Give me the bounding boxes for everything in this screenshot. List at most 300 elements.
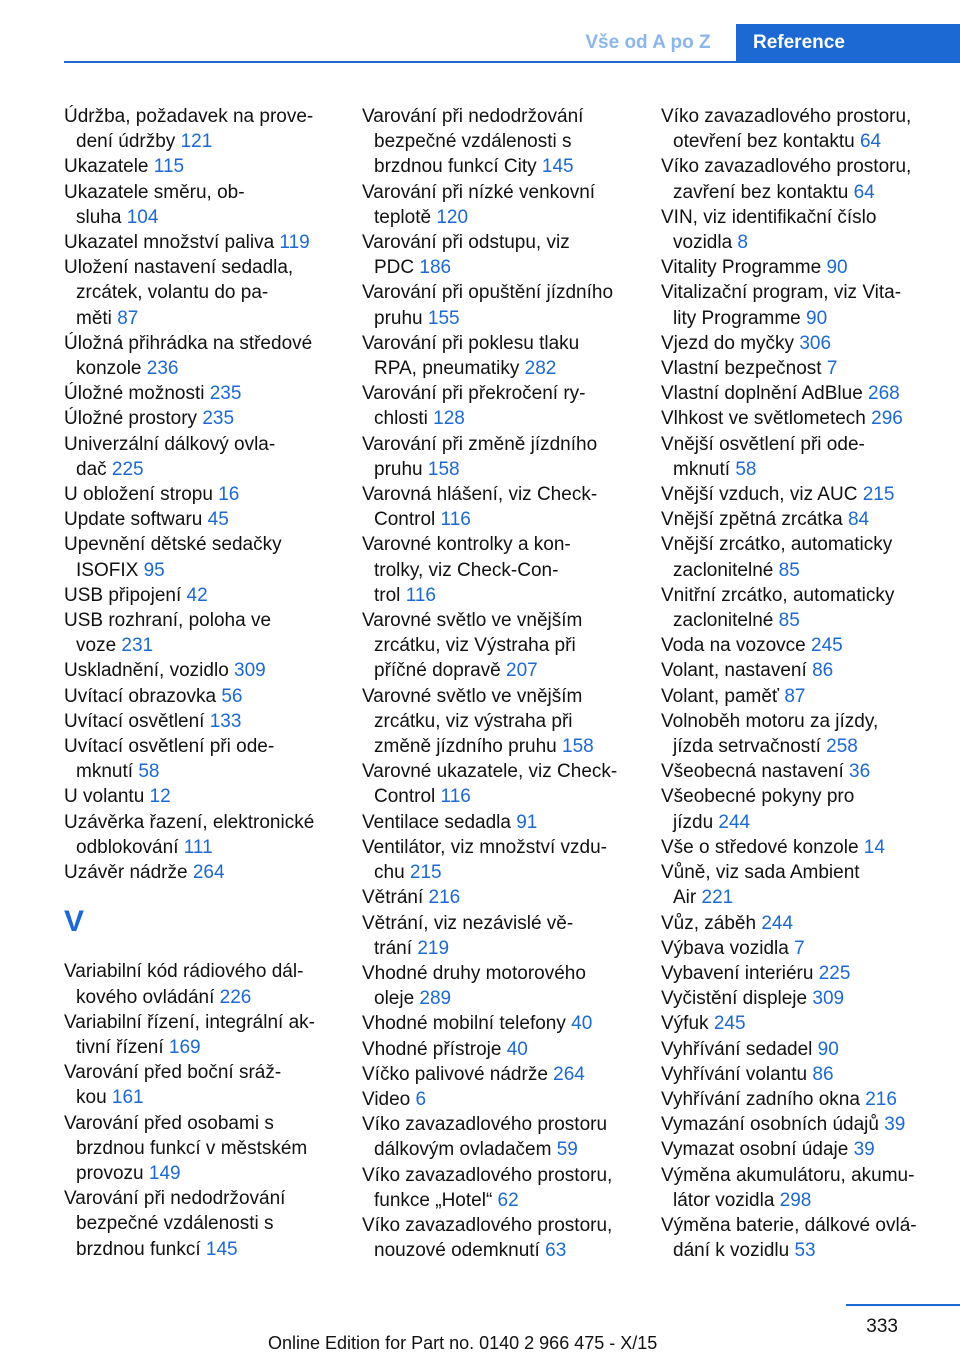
page-header <box>0 24 960 62</box>
index-entry <box>64 482 336 507</box>
page-link[interactable]: 309 <box>812 988 845 1010</box>
index-entry <box>661 154 951 204</box>
page-number: 333 <box>866 1316 898 1337</box>
page-link[interactable]: 120 <box>436 206 469 228</box>
page-link[interactable]: 53 <box>794 1240 816 1262</box>
entry-text: Voda na vozovce <box>661 635 811 657</box>
entry-text: brzdnou funkcí City <box>374 156 542 178</box>
page-link[interactable]: 115 <box>153 156 185 178</box>
entry-text: Uzávěrka řazení, elektronické <box>64 811 315 833</box>
page-link[interactable]: 84 <box>847 509 870 531</box>
entry-text: Univerzální dálkový ovla- <box>64 433 276 455</box>
page-link[interactable]: 225 <box>818 962 851 984</box>
index-entry <box>64 432 336 482</box>
entry-text: látor vozidla <box>673 1189 780 1211</box>
entry-text: chlosti <box>374 408 434 430</box>
index-entry <box>64 180 336 230</box>
entry-text: brzdnou funkcí <box>76 1238 206 1260</box>
entry-text: vozidla <box>673 232 738 254</box>
entry-text: nouzové odemknutí <box>374 1240 546 1262</box>
entry-text: Varování při nízké venkovní <box>362 181 596 203</box>
index-entry <box>661 835 951 860</box>
entry-text: funkce „Hotel“ <box>374 1189 498 1211</box>
entry-text: Ventilátor, viz množství vzdu- <box>362 836 607 858</box>
entry-text: bezpečné vzdálenosti s <box>76 1213 274 1235</box>
index-entry <box>362 1213 642 1263</box>
entry-text: Variabilní kód rádiového dál- <box>64 961 304 983</box>
entry-text: Vymazat osobní údaje <box>661 1139 854 1161</box>
index-entry <box>64 1111 336 1187</box>
entry-text: příčné dopravě <box>374 660 507 682</box>
index-entry <box>362 835 642 885</box>
entry-text: Varování při nedodržování <box>64 1188 286 1210</box>
page-link[interactable]: 40 <box>571 1013 593 1035</box>
page-link[interactable]: 296 <box>871 408 903 430</box>
entry-text: Control <box>374 786 441 808</box>
page-link[interactable]: 219 <box>417 937 450 959</box>
page-link[interactable]: 36 <box>849 761 871 783</box>
entry-text: Varování při změně jízdního <box>362 433 598 455</box>
entry-text: kou <box>76 1087 112 1109</box>
page-link[interactable]: 158 <box>562 736 594 758</box>
entry-text: Volant, nastavení <box>661 660 813 682</box>
entry-text: Vybavení interiéru <box>661 962 819 984</box>
entry-text: Varování při opuštění jízdního <box>362 282 614 304</box>
entry-text: Výměna akumulátoru, akumu- <box>661 1164 915 1186</box>
index-entry <box>661 255 951 280</box>
index-entry <box>661 1112 951 1137</box>
page-link[interactable]: 59 <box>556 1139 578 1161</box>
page-link[interactable]: 111 <box>183 836 213 858</box>
index-entry <box>661 331 951 356</box>
index-entry <box>661 936 951 961</box>
index-entry <box>64 1186 336 1262</box>
entry-text: Vyhřívání sedadel <box>661 1038 818 1060</box>
index-entry <box>661 1213 951 1263</box>
entry-text: Vše o středové konzole <box>661 836 864 858</box>
entry-text: Varovné světlo ve vnějším <box>362 685 583 707</box>
entry-text: teplotě <box>374 206 437 228</box>
page-link[interactable]: 8 <box>737 232 748 254</box>
entry-text: Vitalizační program, viz Vita- <box>661 282 902 304</box>
entry-text: Vhodné přístroje <box>362 1038 507 1060</box>
page-link[interactable]: 14 <box>863 836 885 858</box>
page-link[interactable]: 104 <box>126 206 159 228</box>
entry-text: Vitality Programme <box>661 257 827 279</box>
page-link[interactable]: 145 <box>541 156 574 178</box>
index-entry <box>64 507 336 532</box>
page-link[interactable]: 45 <box>207 509 229 531</box>
index-entry <box>661 532 951 582</box>
page-link[interactable]: 268 <box>868 383 900 405</box>
index-entry <box>64 104 336 154</box>
index-entry <box>661 1062 951 1087</box>
page-link[interactable]: 215 <box>409 862 442 884</box>
index-entry <box>661 1163 951 1213</box>
index-column-2 <box>362 104 642 1263</box>
index-entry <box>362 1037 642 1062</box>
index-entry <box>64 810 336 860</box>
index-entry <box>362 1062 642 1087</box>
page-link[interactable]: 87 <box>784 685 806 707</box>
entry-text: Volnoběh motoru za jízdy, <box>661 710 879 732</box>
index-entry <box>661 381 951 406</box>
entry-text: Vlhkost ve světlometech <box>661 408 872 430</box>
entry-text: Ukazatele směru, ob- <box>64 181 245 203</box>
page-link[interactable]: 121 <box>180 131 213 153</box>
page-link[interactable]: 289 <box>419 988 452 1010</box>
page-link[interactable]: 216 <box>865 1088 897 1110</box>
entry-text: otevření bez kontaktu <box>673 131 860 153</box>
entry-text: Uvítací osvětlení při ode- <box>64 736 275 758</box>
entry-text: Varování při překročení ry- <box>362 383 586 405</box>
page-link[interactable]: 244 <box>718 811 751 833</box>
index-entry <box>362 911 642 961</box>
index-entry <box>661 1137 951 1162</box>
entry-text: Update softwaru <box>64 509 208 531</box>
entry-text: Varování před boční sráž- <box>64 1062 282 1084</box>
entry-text: zrcátku, viz Výstraha při <box>374 635 576 657</box>
index-entry <box>64 331 336 381</box>
entry-text: Údržba, požadavek na prove- <box>64 106 314 127</box>
index-entry <box>661 684 951 709</box>
index-entry <box>362 280 642 330</box>
index-entry <box>64 658 336 683</box>
page-link[interactable]: 226 <box>219 986 252 1008</box>
entry-text: brzdnou funkcí v městském <box>76 1137 308 1159</box>
entry-text: Víko zavazadlového prostoru, <box>362 1214 613 1236</box>
index-entry <box>64 709 336 734</box>
entry-text: Ventilace sedadla <box>362 811 517 833</box>
reference-tab: Reference <box>736 24 960 62</box>
page-link[interactable]: 128 <box>433 408 465 430</box>
index-entry <box>362 482 642 532</box>
index-entry <box>64 608 336 658</box>
entry-text: Úložné prostory <box>64 408 203 430</box>
index-column-3 <box>661 104 951 1263</box>
page-link[interactable]: 91 <box>516 811 538 833</box>
page-link[interactable]: 90 <box>817 1038 839 1060</box>
entry-text: Varování před osobami s <box>64 1112 274 1134</box>
index-entry <box>661 1011 951 1036</box>
entry-text: Varování při nedodržování <box>362 106 584 127</box>
entry-text: Víko zavazadlového prostoru, <box>661 156 912 178</box>
page-link[interactable]: 235 <box>202 408 235 430</box>
index-entry <box>64 230 336 255</box>
page-link[interactable]: 145 <box>205 1238 238 1260</box>
entry-text: Varovná hlášení, viz Check- <box>362 484 598 506</box>
entry-text: Volant, paměť <box>661 685 785 707</box>
page-link[interactable]: 245 <box>811 635 843 657</box>
index-entry <box>661 280 951 330</box>
page-link[interactable]: 298 <box>779 1189 812 1211</box>
entry-text: Vyčistění displeje <box>661 988 813 1010</box>
page-link[interactable]: 244 <box>761 912 794 934</box>
footer-rule <box>846 1304 960 1306</box>
entry-text: měti <box>76 307 118 329</box>
index-entry <box>64 406 336 431</box>
entry-text: ISOFIX <box>76 559 144 581</box>
index-entry <box>661 432 951 482</box>
entry-text: Všeobecné pokyny pro <box>661 786 855 808</box>
page-link[interactable]: 85 <box>778 559 800 581</box>
edition-note: Online Edition for Part no. 0140 2 966 475 - X/15 <box>268 1333 658 1353</box>
entry-text: Vhodné druhy motorového <box>362 962 586 984</box>
page-link[interactable]: 42 <box>186 584 208 606</box>
index-entry <box>661 911 951 936</box>
page-link[interactable]: 258 <box>826 736 858 758</box>
entry-text: Video <box>362 1088 416 1110</box>
entry-text: Varování při odstupu, viz <box>362 232 570 254</box>
entry-text: Výměna baterie, dálkové ovlá- <box>661 1214 917 1236</box>
entry-text: USB připojení <box>64 584 187 606</box>
index-entry <box>661 709 951 759</box>
entry-text: Vnější zpětná zrcátka <box>661 509 848 531</box>
page-link[interactable]: 309 <box>234 660 266 682</box>
page-link[interactable]: 95 <box>143 559 165 581</box>
page-link[interactable]: 225 <box>111 458 144 480</box>
page-link[interactable]: 235 <box>209 383 242 405</box>
entry-text: Uskladnění, vozidlo <box>64 660 235 682</box>
page-link[interactable]: 116 <box>405 584 436 606</box>
page-link[interactable]: 264 <box>553 1063 585 1085</box>
page-link[interactable]: 215 <box>862 484 895 506</box>
index-entry <box>64 784 336 809</box>
page-link[interactable]: 133 <box>209 710 242 732</box>
page-link[interactable]: 64 <box>853 181 875 203</box>
page-link[interactable]: 236 <box>146 358 179 380</box>
entry-text: zaclonitelné <box>673 559 779 581</box>
page-link[interactable]: 116 <box>440 786 471 808</box>
entry-text: lity Programme <box>673 307 807 329</box>
entry-text: Vyhřívání volantu <box>661 1063 813 1085</box>
entry-text: Variabilní řízení, integrální ak- <box>64 1011 315 1033</box>
entry-text: Vlastní doplnění AdBlue <box>661 383 869 405</box>
entry-text: trol <box>374 584 406 606</box>
index-entry <box>362 104 642 180</box>
index-entry <box>661 482 951 507</box>
index-entry <box>661 860 951 910</box>
index-entry <box>661 1087 951 1112</box>
entry-text: Ukazatel množství paliva <box>64 232 280 254</box>
index-entry <box>661 633 951 658</box>
index-entry <box>64 684 336 709</box>
index-entry <box>362 961 642 1011</box>
index-entry <box>362 230 642 280</box>
page-link[interactable]: 64 <box>859 131 882 153</box>
index-entry <box>64 959 336 1009</box>
page-link[interactable]: 40 <box>506 1038 528 1060</box>
entry-text: U obložení stropu <box>64 484 219 506</box>
index-entry <box>64 860 336 885</box>
entry-text: dálkovým ovladačem <box>374 1139 557 1161</box>
entry-text: Ukazatele <box>64 156 154 178</box>
entry-text: Vnější osvětlení při ode- <box>661 433 865 455</box>
entry-text: provozu <box>76 1162 149 1184</box>
page-link[interactable]: 63 <box>545 1240 567 1262</box>
entry-text: dení údržby <box>76 131 181 153</box>
entry-text: Air <box>673 887 702 909</box>
index-entry <box>362 1163 642 1213</box>
entry-text: U volantu <box>64 786 150 808</box>
entry-text: mknutí <box>76 761 139 783</box>
entry-text: Vyhřívání zadního okna <box>661 1088 866 1110</box>
page-link[interactable]: 169 <box>168 1036 201 1058</box>
entry-text: Vymazání osobních údajů <box>661 1114 885 1136</box>
entry-text: Úložná přihrádka na středové <box>64 332 313 354</box>
page-link[interactable]: 39 <box>853 1139 875 1161</box>
index-entry <box>64 532 336 582</box>
entry-text: konzole <box>76 358 147 380</box>
entry-text: Vůz, záběh <box>661 912 762 934</box>
entry-text: Víko zavazadlového prostoru, <box>362 1164 613 1186</box>
page-link[interactable]: 216 <box>428 887 461 909</box>
page-link[interactable]: 58 <box>735 458 757 480</box>
entry-text: Upevnění dětské sedačky <box>64 534 282 556</box>
entry-text: Výbava vozidla <box>661 937 795 959</box>
entry-text: Vhodné mobilní telefony <box>362 1013 572 1035</box>
entry-text: pruhu <box>374 458 428 480</box>
page-link[interactable]: 186 <box>419 257 452 279</box>
index-entry <box>661 406 951 431</box>
entry-text: Varovné světlo ve vnějším <box>362 610 583 632</box>
page-link[interactable]: 116 <box>440 509 471 531</box>
entry-text: zrcátek, volantu do pa- <box>76 282 269 304</box>
entry-text: Všeobecná nastavení <box>661 761 850 783</box>
entry-text: Víčko palivové nádrže <box>362 1063 554 1085</box>
page-link[interactable]: 207 <box>506 660 538 682</box>
index-entry <box>661 507 951 532</box>
index-entry <box>362 381 642 431</box>
entry-text: tivní řízení <box>76 1036 169 1058</box>
index-entry <box>362 759 642 809</box>
index-entry <box>64 734 336 784</box>
entry-text: jízdu <box>673 811 719 833</box>
entry-text: Vnější vzduch, viz AUC <box>661 484 863 506</box>
entry-text: Vlastní bezpečnost <box>661 358 827 380</box>
index-entry <box>661 986 951 1011</box>
page-link[interactable]: 306 <box>799 332 832 354</box>
index-entry <box>362 608 642 684</box>
entry-text: trolky, viz Check-Con- <box>374 559 559 581</box>
entry-text: chu <box>374 862 410 884</box>
page-link[interactable]: 86 <box>812 1063 834 1085</box>
entry-text: voze <box>76 635 122 657</box>
page-link[interactable]: 119 <box>279 232 310 254</box>
page-link[interactable]: 6 <box>415 1088 427 1110</box>
entry-text: jízda setrvačností <box>673 736 827 758</box>
index-entry <box>362 331 642 381</box>
index-entry <box>661 784 951 834</box>
entry-text: Vůně, viz sada Ambient <box>661 862 860 884</box>
entry-text: Varování při poklesu tlaku <box>362 332 580 354</box>
entry-text: Control <box>374 509 441 531</box>
index-entry <box>661 356 951 381</box>
page-link[interactable]: 7 <box>794 937 805 959</box>
entry-text: sluha <box>76 206 127 228</box>
page-link[interactable]: 39 <box>884 1114 906 1136</box>
page-link[interactable]: 7 <box>826 358 838 380</box>
page-link[interactable]: 85 <box>778 610 800 632</box>
page-link[interactable]: 221 <box>701 887 734 909</box>
page-link[interactable]: 86 <box>812 660 834 682</box>
page-link[interactable]: 264 <box>192 862 225 884</box>
page-link[interactable]: 62 <box>497 1189 519 1211</box>
index-entry <box>661 961 951 986</box>
entry-text: mknutí <box>673 458 736 480</box>
index-entry <box>64 1010 336 1060</box>
index-entry <box>362 1112 642 1162</box>
index-entry <box>362 684 642 760</box>
entry-text: Varovné kontrolky a kon- <box>362 534 571 556</box>
entry-text: Úložné možnosti <box>64 383 210 405</box>
entry-text: změně jízdního pruhu <box>374 736 563 758</box>
page-link[interactable]: 282 <box>524 358 557 380</box>
index-entry <box>362 885 642 910</box>
page-link[interactable]: 58 <box>138 761 160 783</box>
index-entry <box>661 658 951 683</box>
entry-text: Víko zavazadlového prostoru <box>362 1114 608 1136</box>
page-link[interactable]: 149 <box>148 1162 181 1184</box>
entry-text: oleje <box>374 988 420 1010</box>
page-link[interactable]: 90 <box>826 257 848 279</box>
index-entry <box>362 432 642 482</box>
page-link[interactable]: 155 <box>427 307 460 329</box>
page-link[interactable]: 90 <box>806 307 828 329</box>
index-entry <box>661 759 951 784</box>
page-link[interactable]: 231 <box>121 635 154 657</box>
page-link[interactable]: 161 <box>111 1087 144 1109</box>
entry-text: Větrání, viz nezávislé vě- <box>362 912 574 934</box>
page-link[interactable]: 16 <box>218 484 240 506</box>
entry-text: trání <box>374 937 418 959</box>
entry-text: RPA, pneumatiky <box>374 358 525 380</box>
entry-text: odblokování <box>76 836 184 858</box>
page-link[interactable]: 87 <box>117 307 139 329</box>
entry-text: dač <box>76 458 112 480</box>
index-entry <box>661 104 951 154</box>
index-entry <box>362 1011 642 1036</box>
entry-text: pruhu <box>374 307 428 329</box>
header-rule <box>64 61 960 63</box>
index-entry <box>362 1087 642 1112</box>
entry-text: Větrání <box>362 887 429 909</box>
index-entry <box>661 205 951 255</box>
entry-text: PDC <box>374 257 420 279</box>
index-entry <box>64 583 336 608</box>
page-link[interactable]: 158 <box>427 458 460 480</box>
section-title: Vše od A po Z <box>585 32 711 53</box>
entry-text: VIN, viz identifikační číslo <box>661 206 877 228</box>
page-link[interactable]: 12 <box>149 786 171 808</box>
index-entry <box>661 583 951 633</box>
index-entry <box>362 532 642 608</box>
entry-text: Uzávěr nádrže <box>64 862 193 884</box>
page-link[interactable]: 56 <box>221 685 243 707</box>
entry-text: Vjezd do myčky <box>661 332 800 354</box>
entry-text: Výfuk <box>661 1013 714 1035</box>
entry-text: Varovné ukazatele, viz Check- <box>362 761 618 783</box>
section-letter: V <box>64 905 85 939</box>
entry-text: zavření bez kontaktu <box>673 181 854 203</box>
index-entry <box>661 1037 951 1062</box>
entry-text: USB rozhraní, poloha ve <box>64 610 272 632</box>
entry-text: Uložení nastavení sedadla, <box>64 257 294 279</box>
entry-text: bezpečné vzdálenosti s <box>374 131 572 153</box>
page-link[interactable]: 245 <box>713 1013 746 1035</box>
entry-text: Víko zavazadlového prostoru, <box>661 106 912 127</box>
entry-text: Uvítací osvětlení <box>64 710 210 732</box>
